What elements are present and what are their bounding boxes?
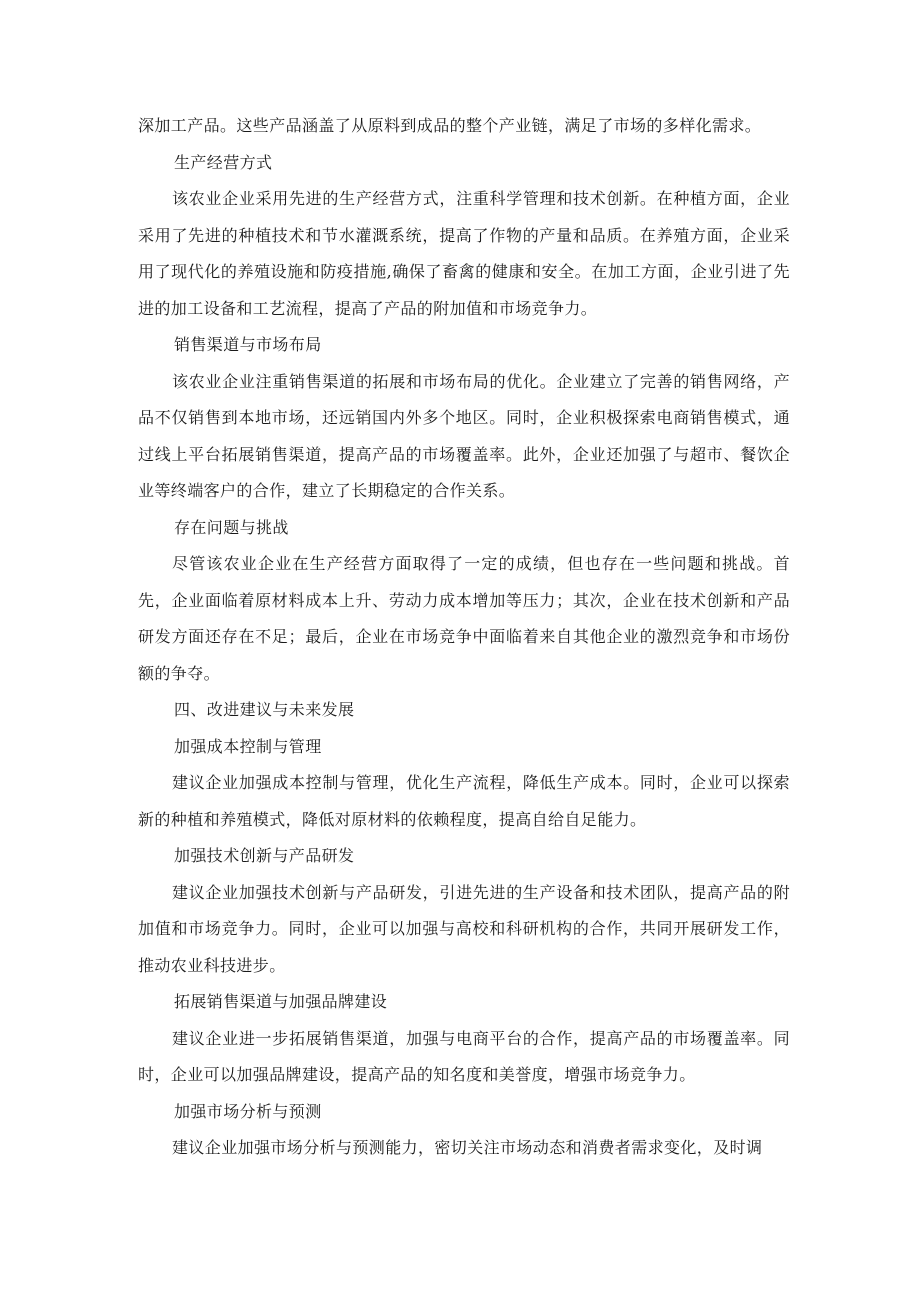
heading-problems-challenges: 存在问题与挑战: [174, 517, 289, 537]
heading-market-analysis: 加强市场分析与预测: [174, 1101, 322, 1121]
paragraph-cost-control: 建议企业加强成本控制与管理，优化生产流程，降低生产成本。同时，企业可以探索新的种植和养殖模式，降低对原材料的依赖程度，提高自给自足能力。: [138, 773, 790, 829]
paragraph-product-range: 深加工产品。这些产品涵盖了从原料到成品的整个产业链，满足了市场的多样化需求。: [138, 116, 762, 135]
heading-production-mode: 生产经营方式: [174, 152, 273, 172]
document-body: [138, 108, 790, 1167]
paragraph-sales-channels: 该农业企业注重销售渠道的拓展和市场布局的优化。企业建立了完善的销售网络，产品不仅销售到本地市场，还远销国内外多个地区。同时，企业积极探索电商销售模式，通过线上平台拓展销售渠道，提高产品的市场覆盖率。此外，企业还加强了与超市、餐饮企业等终端客户的合作，建立了长期稳定的合作关系。: [138, 371, 790, 500]
paragraph-brand-building: 建议企业进一步拓展销售渠道，加强与电商平台的合作，提高产品的市场覆盖率。同时，企业可以加强品牌建设，提高产品的知名度和美誉度，增强市场竞争力。: [138, 1028, 790, 1084]
heading-sales-channels: 销售渠道与市场布局: [174, 335, 322, 354]
heading-tech-innovation: 加强技术创新与产品研发: [174, 846, 355, 865]
paragraph-market-analysis: 建议企业加强市场分析与预测能力，密切关注市场动态和消费者需求变化，及时调: [172, 1138, 763, 1157]
heading-brand-building: 拓展销售渠道与加强品牌建设: [174, 992, 388, 1011]
paragraph-problems-challenges: 尽管该农业企业在生产经营方面取得了一定的成绩，但也存在一些问题和挑战。首先，企业面临着原材料成本上升、劳动力成本增加等压力；其次，企业在技术创新和产品研发方面还存在不足；最后，企业在市场竞争中面临着来自其他企业的激烈竞争和市场份额的争夺。: [138, 554, 790, 683]
heading-cost-control: 加强成本控制与管理: [174, 736, 322, 756]
paragraph-tech-innovation: 建议企业加强技术创新与产品研发，引进先进的生产设备和技术团队，提高产品的附加值和市场竞争力。同时，企业可以加强与高校和科研机构的合作，共同开展研发工作，推动农业科技进步。: [138, 882, 790, 975]
section-title-improvement: 四、改进建议与未来发展: [174, 700, 355, 719]
paragraph-production-mode: 该农业企业采用先进的生产经营方式，注重科学管理和技术创新。在种植方面，企业采用了先进的种植技术和节水灌溉系统，提高了作物的产量和品质。在养殖方面，企业采用了现代化的养殖设施和防疫措施,确保了畜禽的健康和安全。在加工方面，企业引进了先进的加工设备和工艺流程，提高了产品的附加值和市场竞争力。: [138, 189, 790, 318]
